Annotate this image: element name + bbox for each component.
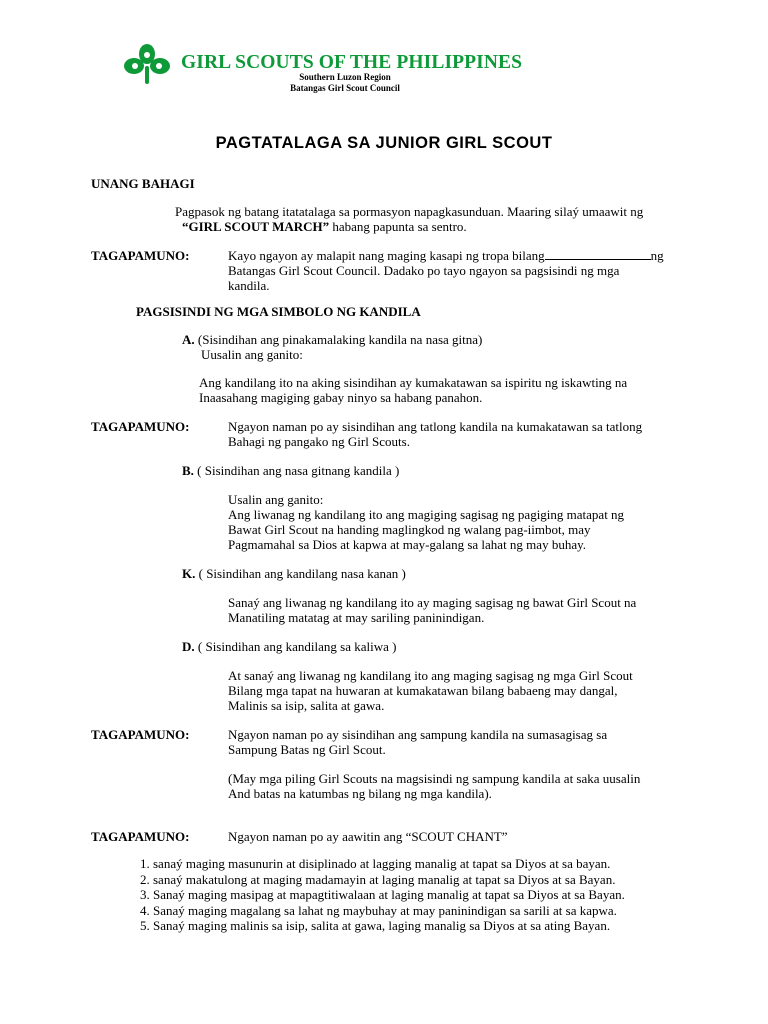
section-heading-pagsisindi: PAGSISINDI NG MGA SIMBOLO NG KANDILA: [136, 304, 421, 319]
block2-line-1: Ngayon naman po ay sisindihan ang tatlong kandila na kumakatawan sa tatlong: [228, 419, 643, 434]
scout-chant-list: [133, 856, 625, 934]
block3-line-1: Ngayon naman po ay sisindihan ang sampung kandila na sumasagisag sa: [228, 727, 608, 742]
section-d-text-2: Bilang mga tapat na huwaran at kumakatawan bilang babaeng may dangal,: [228, 683, 618, 698]
section-heading-unang-bahagi: UNANG BAHAGI: [91, 176, 195, 191]
section-b-text-1: Ang liwanag ng kandilang ito ang magiging sagisag ng pagiging matapat ng: [228, 507, 625, 522]
unang-bahagi-line-1: Pagpasok ng batang itatatalaga sa pormasyon napagkasunduan. Maaring silaý umaawit ng: [175, 204, 644, 219]
list-item: 1. sanaý maging masunurin at disiplinado at lagging manalig at tapat sa Diyos at sa bayan.: [153, 856, 625, 872]
block4-line-1: Ngayon naman po ay aawitin ang “SCOUT CHANT”: [228, 829, 508, 844]
section-b-text-2: Bawat Girl Scout na handing maglingkod ng walang pag-iimbot, may: [228, 522, 591, 537]
section-b-instruction-text: ( Sisindihan ang nasa gitnang kandila ): [193, 463, 400, 478]
block1-line-2: Batangas Girl Scout Council. Dadako po tayo ngayon sa pagsisindi ng mga: [228, 263, 620, 278]
march-rest: habang papunta sa sentro.: [329, 219, 467, 234]
block1-line-1-pre: Kayo ngayon ay malapit nang maging kasapi ng tropa bilang: [228, 248, 545, 263]
section-a-usalin: Uusalin ang ganito:: [201, 347, 303, 362]
list-item: 2. sanaý makatulong at maging madamayin at laging manalig at tapat sa Diyos at sa Bayan.: [153, 872, 625, 888]
section-b-letter: B.: [182, 463, 194, 478]
org-name: GIRL SCOUTS OF THE PHILIPPINES: [181, 52, 523, 73]
section-k-text-2: Manatiling matatag at may sariling paninindigan.: [228, 610, 485, 625]
section-b-instruction: [182, 463, 399, 479]
block2-line-2: Bahagi ng pangako ng Girl Scouts.: [228, 434, 410, 449]
block3-line-3: (May mga piling Girl Scouts na magsisindi ng sampung kandila at saka uusalin: [228, 771, 641, 786]
block1-line-1-post: ng: [650, 248, 664, 263]
section-b-usalin: Usalin ang ganito:: [228, 492, 324, 507]
troop-blank-field[interactable]: [545, 248, 651, 260]
speaker-label: TAGAPAMUNO:: [91, 419, 190, 434]
section-k-instruction: [182, 566, 406, 582]
council-name: Batangas Girl Scout Council: [290, 83, 400, 93]
speaker-label: TAGAPAMUNO:: [91, 829, 190, 844]
region-name: Southern Luzon Region: [299, 72, 391, 82]
list-item: 3. Sanaý maging masipag at mapagtitiwalaan at laging manalig at tapat sa Diyos at sa Bayan.: [153, 887, 625, 903]
section-d-instruction: [182, 639, 396, 655]
section-a-letter: A.: [182, 332, 195, 347]
march-title: “GIRL SCOUT MARCH”: [182, 219, 330, 234]
speaker-label: TAGAPAMUNO:: [91, 727, 190, 742]
block1-line-3: kandila.: [228, 278, 270, 293]
block1-line-1: [228, 248, 664, 264]
section-d-letter: D.: [182, 639, 195, 654]
speaker-label: TAGAPAMUNO:: [91, 248, 190, 263]
trefoil-logo-icon: [122, 42, 172, 86]
section-a-instruction: [182, 332, 482, 348]
section-d-instruction-text: ( Sisindihan ang kandilang sa kaliwa ): [194, 639, 397, 654]
list-item: 4. Sanaý maging magalang sa lahat ng maybuhay at may paninindigan sa sarili at sa kapwa.: [153, 903, 625, 919]
section-a-text-2: Inaasahang magiging gabay ninyo sa habang panahon.: [199, 390, 483, 405]
unang-bahagi-line-2: [182, 219, 467, 235]
section-a-text-1: Ang kandilang ito na aking sisindihan ay kumakatawan sa ispiritu ng iskawting na: [199, 375, 628, 390]
section-d-text-1: At sanaý ang liwanag ng kandilang ito ang maging sagisag ng mga Girl Scout: [228, 668, 633, 683]
section-k-text-1: Sanaý ang liwanag ng kandilang ito ay maging sagisag ng bawat Girl Scout na: [228, 595, 637, 610]
block3-line-4: And batas na katumbas ng bilang ng mga kandila).: [228, 786, 492, 801]
block3-line-2: Sampung Batas ng Girl Scout.: [228, 742, 386, 757]
section-d-text-3: Malinis sa isip, salita at gawa.: [228, 698, 385, 713]
section-k-instruction-text: ( Sisindihan ang kandilang nasa kanan ): [195, 566, 406, 581]
section-k-letter: K.: [182, 566, 196, 581]
section-b-text-3: Pagmamahal sa Dios at kapwa at may-galang sa lahat ng may buhay.: [228, 537, 586, 552]
section-a-instruction-text: (Sisindihan ang pinakamalaking kandila na nasa gitna): [194, 332, 483, 347]
page-title: PAGTATALAGA SA JUNIOR GIRL SCOUT: [215, 134, 553, 152]
list-item: 5. Sanaý maging malinis sa isip, salita at gawa, laging manalig sa Diyos at sa ating Bayan.: [153, 918, 625, 934]
